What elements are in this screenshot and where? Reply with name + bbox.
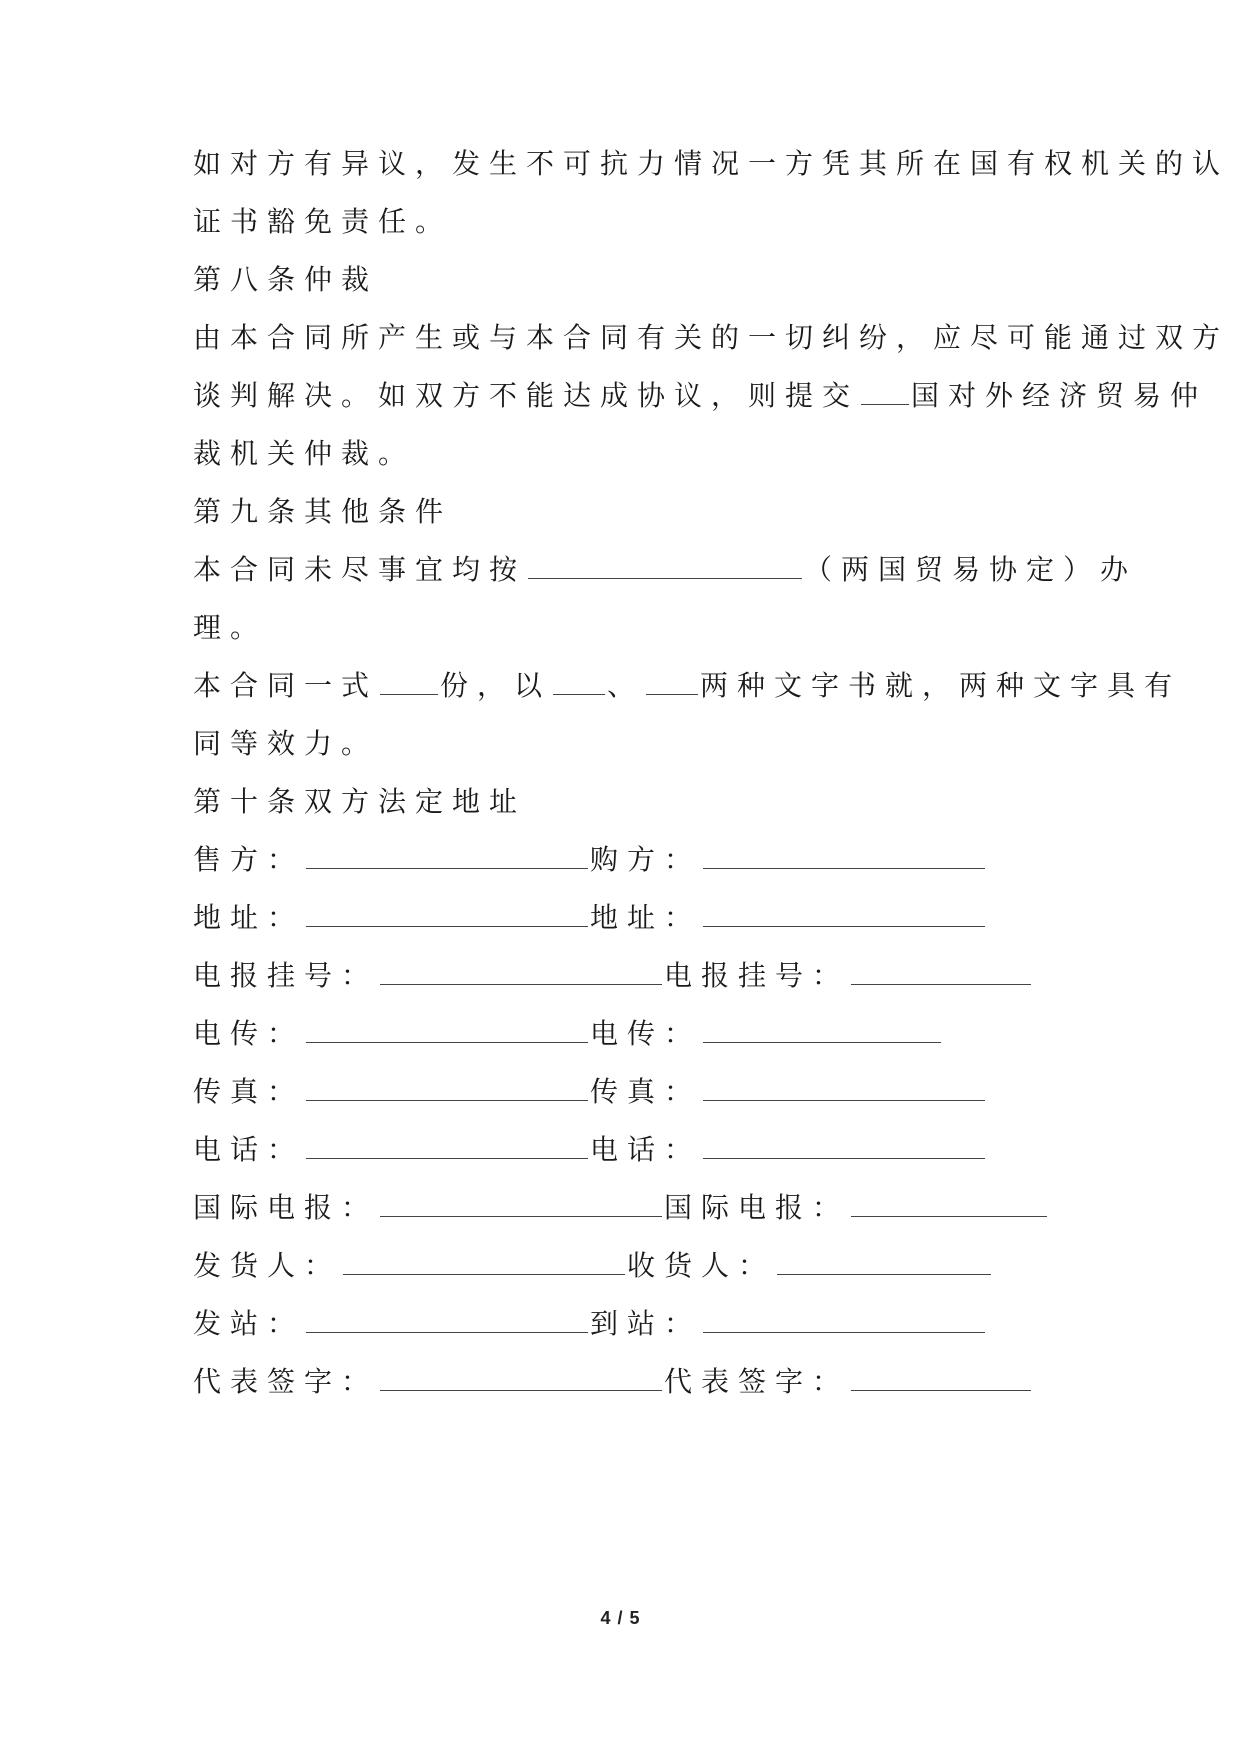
- fill-in-blank[interactable]: [553, 668, 605, 695]
- right-label: 传真：: [590, 1075, 702, 1108]
- text: 裁机关仲裁。: [193, 437, 416, 470]
- left-blank[interactable]: [306, 1016, 588, 1043]
- text: 证书豁免责任。: [193, 205, 453, 238]
- text: 由本合同所产生或与本合同有关的一切纠纷，应尽可能通过双方: [193, 321, 1230, 354]
- right-label: 国际电报：: [664, 1191, 850, 1224]
- text: 同等效力。: [193, 727, 379, 760]
- address-row: [193, 958, 1033, 994]
- right-blank[interactable]: [703, 1306, 985, 1333]
- left-blank[interactable]: [343, 1248, 625, 1275]
- heading-text: 第九条其他条件: [193, 495, 453, 528]
- fill-in-blank[interactable]: [380, 668, 438, 695]
- left-blank[interactable]: [306, 900, 588, 927]
- left-blank[interactable]: [306, 1132, 588, 1159]
- left-label: 国际电报：: [193, 1191, 379, 1224]
- paragraph-line: [193, 378, 1207, 414]
- right-blank[interactable]: [851, 958, 1031, 985]
- text: 如对方有异议，发生不可抗力情况一方凭其所在国有权机关的认: [193, 147, 1230, 180]
- paragraph-line: [193, 146, 1229, 182]
- right-label: 电话：: [590, 1133, 702, 1166]
- heading-text: 第八条仲裁: [193, 263, 379, 296]
- left-label: 代表签字：: [193, 1365, 379, 1398]
- address-row: [193, 900, 987, 936]
- right-blank[interactable]: [851, 1364, 1031, 1391]
- left-blank[interactable]: [380, 1364, 662, 1391]
- right-label: 电传：: [590, 1017, 702, 1050]
- paragraph-line: [193, 610, 267, 646]
- left-blank[interactable]: [306, 1306, 588, 1333]
- address-row: [193, 842, 987, 878]
- right-label: 代表签字：: [664, 1365, 850, 1398]
- article-heading-8: [193, 262, 378, 298]
- paragraph-line: [193, 726, 378, 762]
- article-heading-10: [193, 784, 526, 820]
- paragraph-line: [193, 204, 452, 240]
- left-label: 发货人：: [193, 1249, 342, 1282]
- left-blank[interactable]: [380, 958, 662, 985]
- text: 本合同一式: [193, 669, 379, 702]
- text: 份，以: [440, 669, 552, 702]
- paragraph-line: [193, 320, 1229, 356]
- right-label: 地址：: [590, 901, 702, 934]
- address-row: [193, 1074, 987, 1110]
- left-label: 电传：: [193, 1017, 305, 1050]
- right-label: 电报挂号：: [664, 959, 850, 992]
- page-number: 4 / 5: [600, 1608, 641, 1628]
- right-blank[interactable]: [703, 842, 985, 869]
- paragraph-line: [193, 436, 415, 472]
- text: 本合同未尽事宜均按: [193, 553, 527, 586]
- right-blank[interactable]: [777, 1248, 991, 1275]
- right-label: 到站：: [590, 1307, 702, 1340]
- right-blank[interactable]: [703, 1132, 985, 1159]
- text: 两种文字书就，两种文字具有: [700, 669, 1182, 702]
- left-blank[interactable]: [306, 842, 588, 869]
- address-row: [193, 1190, 1049, 1226]
- left-blank[interactable]: [380, 1190, 662, 1217]
- text: 谈判解决。如双方不能达成协议，则提交: [193, 379, 860, 412]
- text: 理。: [193, 611, 268, 644]
- fill-in-blank[interactable]: [646, 668, 698, 695]
- address-row: [193, 1306, 987, 1342]
- address-row: [193, 1132, 987, 1168]
- paragraph-line: [193, 552, 1137, 588]
- heading-text: 第十条双方法定地址: [193, 785, 527, 818]
- left-blank[interactable]: [306, 1074, 588, 1101]
- right-label: 收货人：: [627, 1249, 776, 1282]
- fill-in-blank[interactable]: [528, 552, 802, 579]
- left-label: 售方：: [193, 843, 305, 876]
- right-blank[interactable]: [851, 1190, 1047, 1217]
- right-blank[interactable]: [703, 1074, 985, 1101]
- address-row: [193, 1016, 943, 1052]
- left-label: 地址：: [193, 901, 305, 934]
- right-blank[interactable]: [703, 1016, 941, 1043]
- address-row: [193, 1364, 1033, 1400]
- paragraph-line: [193, 668, 1181, 704]
- text: 国对外经济贸易仲: [911, 379, 1208, 412]
- left-label: 电报挂号：: [193, 959, 379, 992]
- text: 、: [607, 669, 645, 702]
- fill-in-blank[interactable]: [861, 378, 909, 405]
- address-row: [193, 1248, 993, 1284]
- article-heading-9: [193, 494, 452, 530]
- left-label: 发站：: [193, 1307, 305, 1340]
- left-label: 电话：: [193, 1133, 305, 1166]
- right-blank[interactable]: [703, 900, 985, 927]
- right-label: 购方：: [590, 843, 702, 876]
- text: （两国贸易协定）办: [804, 553, 1138, 586]
- left-label: 传真：: [193, 1075, 305, 1108]
